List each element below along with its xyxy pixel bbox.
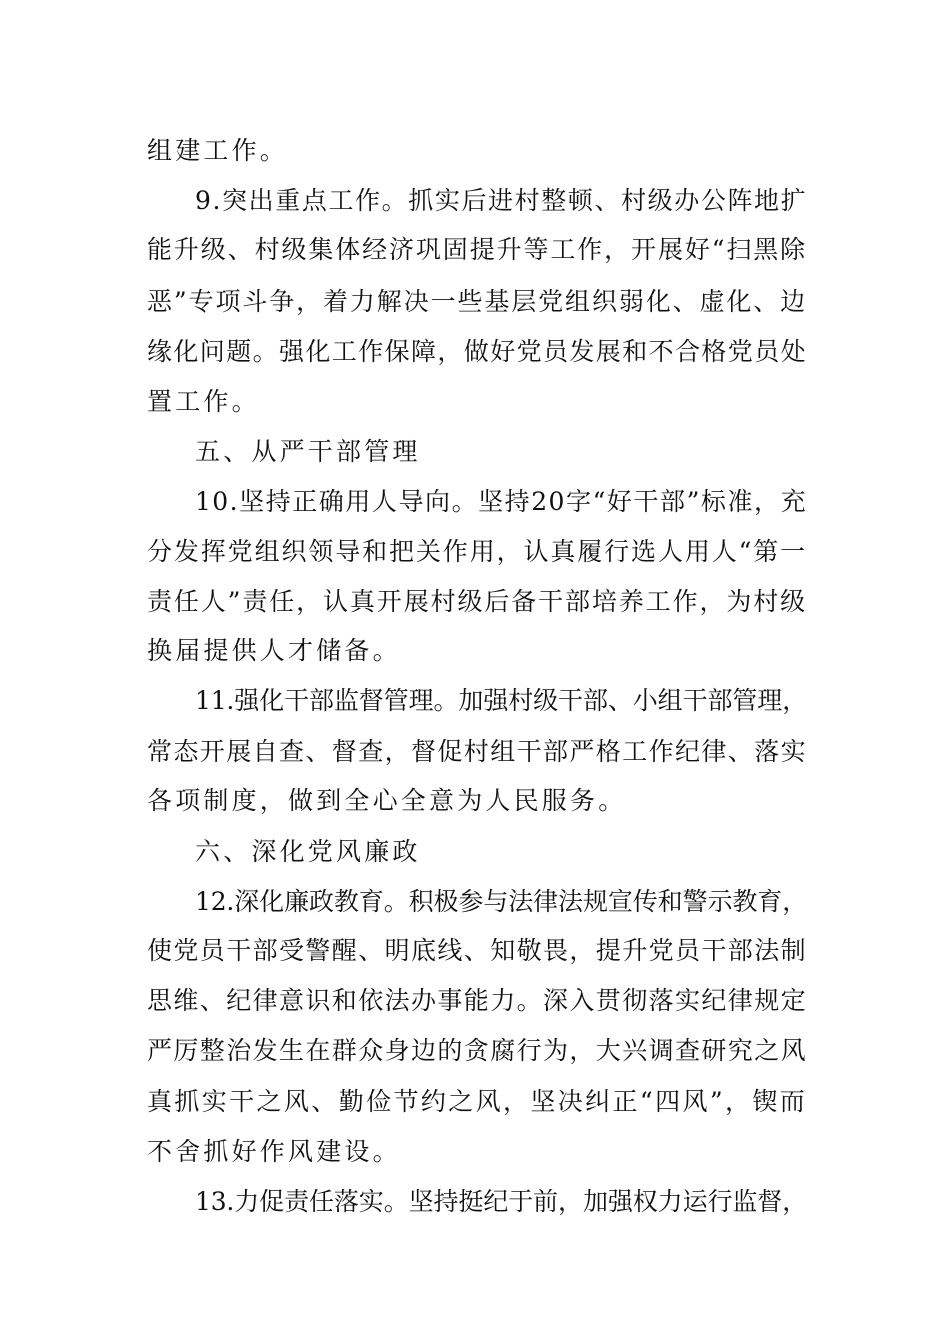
section-heading: 六、深化党风廉政	[195, 837, 421, 866]
text-line: 置工作。	[147, 387, 260, 416]
text-line: 10.坚持正确用人导向。坚持20字“好干部”标准，充	[195, 487, 807, 516]
section-heading: 五、从严干部管理	[195, 437, 421, 466]
text-line: 13.力促责任落实。坚持挺纪于前，加强权力运行监督，	[195, 1187, 807, 1216]
text-line: 组建工作。	[147, 136, 289, 165]
text-line: 分发挥党组织领导和把关作用，认真履行选人用人“第一	[147, 537, 807, 566]
text-line: 常态开展自查、督查，督促村组干部严格工作纪律、落实	[147, 737, 808, 766]
text-line: 思维、纪律意识和依法办事能力。深入贯彻落实纪律规定	[147, 986, 808, 1015]
text-line: 能升级、村级集体经济巩固提升等工作，开展好“扫黑除	[147, 235, 807, 264]
text-line: 各项制度，做到全心全意为人民服务。	[147, 786, 627, 815]
text-line: 真抓实干之风、勤俭节约之风，坚决纠正“四风”，锲而	[147, 1087, 807, 1116]
text-line: 11.强化干部监督管理。加强村级干部、小组干部管理，	[195, 686, 807, 715]
text-line: 严厉整治发生在群众身边的贪腐行为，大兴调查研究之风	[147, 1036, 808, 1065]
text-line: 12.深化廉政教育。积极参与法律法规宣传和警示教育，	[195, 887, 807, 916]
text-line: 恶”专项斗争，着力解决一些基层党组织弱化、虚化、边	[147, 287, 807, 316]
text-line: 责任人”责任，认真开展村级后备干部培养工作，为村级	[147, 587, 807, 616]
text-line: 换届提供人才储备。	[147, 636, 401, 665]
text-line: 使党员干部受警醒、明底线、知敬畏，提升党员干部法制	[147, 936, 808, 965]
text-line: 缘化问题。强化工作保障，做好党员发展和不合格党员处	[147, 337, 808, 366]
text-line: 不舍抓好作风建设。	[147, 1137, 401, 1166]
text-line: 9.突出重点工作。抓实后进村整顿、村级办公阵地扩	[195, 186, 808, 215]
